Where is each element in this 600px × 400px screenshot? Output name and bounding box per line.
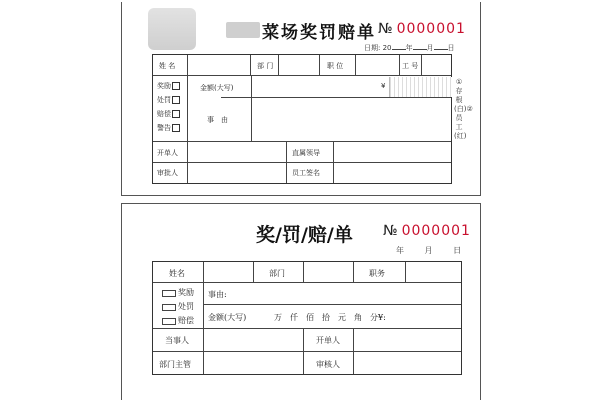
name-label: 姓 名 xyxy=(159,62,176,70)
serial-number-value: 0000001 xyxy=(401,223,471,239)
col-divider xyxy=(333,141,334,183)
col-divider xyxy=(253,262,254,282)
penalty-form-bottom xyxy=(121,203,481,400)
option-warning-label: 警告 xyxy=(157,124,171,132)
reason-label: 事 由 xyxy=(207,116,228,124)
row-divider xyxy=(153,162,451,163)
row-divider xyxy=(153,328,461,329)
form-title: 菜场奖罚赔单 xyxy=(262,23,376,43)
employee-signature-label: 员工签名 xyxy=(292,169,320,177)
serial-number xyxy=(378,21,466,37)
option-reward[interactable] xyxy=(162,287,194,298)
form-table xyxy=(152,261,462,375)
col-divider xyxy=(286,141,287,183)
amount-digit-boxes[interactable] xyxy=(389,77,452,97)
issuer-label: 开单人 xyxy=(316,336,340,345)
option-reward-label: 奖励 xyxy=(178,288,194,297)
option-compensation[interactable] xyxy=(162,315,194,326)
row-divider xyxy=(153,75,451,76)
col-divider xyxy=(278,55,279,75)
amount-label: 金额(大写) xyxy=(200,84,234,92)
checkbox-icon[interactable] xyxy=(172,110,180,118)
name-label: 姓名 xyxy=(169,269,185,278)
checkbox-icon[interactable] xyxy=(172,96,180,104)
position-label: 职 位 xyxy=(327,62,344,70)
serial-number xyxy=(383,223,471,239)
col-divider xyxy=(405,262,406,282)
position-label: 职务 xyxy=(369,269,385,278)
option-penalty[interactable] xyxy=(162,301,194,312)
option-reward-label: 奖励 xyxy=(157,82,171,90)
date-month-label: 月 xyxy=(424,246,433,255)
row-divider xyxy=(153,351,461,352)
row-divider xyxy=(221,97,451,98)
checkbox-icon[interactable] xyxy=(172,82,180,90)
col-divider xyxy=(421,55,422,75)
approver-label: 审批人 xyxy=(157,169,178,177)
date-line xyxy=(364,42,455,53)
checkbox-icon[interactable] xyxy=(172,124,180,132)
date-year-blank[interactable] xyxy=(392,42,406,50)
col-divider xyxy=(251,75,252,141)
dept-head-label: 部门主管 xyxy=(159,360,191,369)
worker-no-label: 工 号 xyxy=(402,62,419,70)
row-divider xyxy=(153,141,451,142)
col-divider xyxy=(353,328,354,374)
date-day-label: 日 xyxy=(453,246,462,255)
date-year-label: 年 xyxy=(405,44,413,52)
date-line xyxy=(396,245,461,256)
option-penalty[interactable] xyxy=(157,95,180,105)
date-year-label: 年 xyxy=(396,246,404,255)
form-title: 奖/罚/赔/单 xyxy=(256,224,353,246)
col-divider xyxy=(303,262,304,282)
col-divider xyxy=(187,141,188,183)
row-divider xyxy=(203,304,461,305)
option-compensation-label: 赔偿 xyxy=(178,316,194,325)
date-month-blank[interactable] xyxy=(413,42,427,50)
col-divider xyxy=(187,75,188,141)
currency-sign: ¥ xyxy=(381,82,386,90)
direct-leader-label: 直属领导 xyxy=(292,149,320,157)
date-label: 日期: 20 xyxy=(364,44,392,52)
col-divider xyxy=(187,55,188,75)
blurred-logo xyxy=(148,8,196,50)
serial-number-value: 0000001 xyxy=(396,21,466,37)
option-penalty-label: 处罚 xyxy=(178,302,194,311)
col-divider xyxy=(355,55,356,75)
reason-label: 事由: xyxy=(208,290,227,299)
dept-label: 部 门 xyxy=(257,62,274,70)
date-day-label: 日 xyxy=(447,44,455,52)
option-warning[interactable] xyxy=(157,123,180,133)
option-penalty-label: 处罚 xyxy=(157,96,171,104)
number-sign: № xyxy=(378,21,393,37)
col-divider xyxy=(250,55,251,75)
amount-units: 万 仟 佰 拾 元 角 分¥: xyxy=(274,313,386,322)
checkbox-icon[interactable] xyxy=(162,304,176,311)
reviewer-label: 审核人 xyxy=(316,360,340,369)
number-sign: № xyxy=(383,223,398,239)
party-label: 当事人 xyxy=(165,336,189,345)
dept-label: 部门 xyxy=(269,269,285,278)
col-divider xyxy=(319,55,320,75)
amount-label: 金额(大写) xyxy=(208,313,247,322)
copy-note-vertical: ①存根(白)②员工(红) xyxy=(454,78,473,140)
issuer-label: 开单人 xyxy=(157,149,178,157)
col-divider xyxy=(353,262,354,282)
col-divider xyxy=(399,55,400,75)
date-month-label: 月 xyxy=(426,44,434,52)
row-divider xyxy=(153,282,461,283)
form-table xyxy=(152,54,452,184)
date-day-blank[interactable] xyxy=(434,42,448,50)
checkbox-icon[interactable] xyxy=(162,318,176,325)
blurred-company-name xyxy=(226,22,260,38)
col-divider xyxy=(303,328,304,374)
option-compensation-label: 赔偿 xyxy=(157,110,171,118)
penalty-form-top xyxy=(121,2,481,196)
option-compensation[interactable] xyxy=(157,109,180,119)
checkbox-icon[interactable] xyxy=(162,290,176,297)
col-divider xyxy=(203,262,204,374)
option-reward[interactable] xyxy=(157,81,180,91)
